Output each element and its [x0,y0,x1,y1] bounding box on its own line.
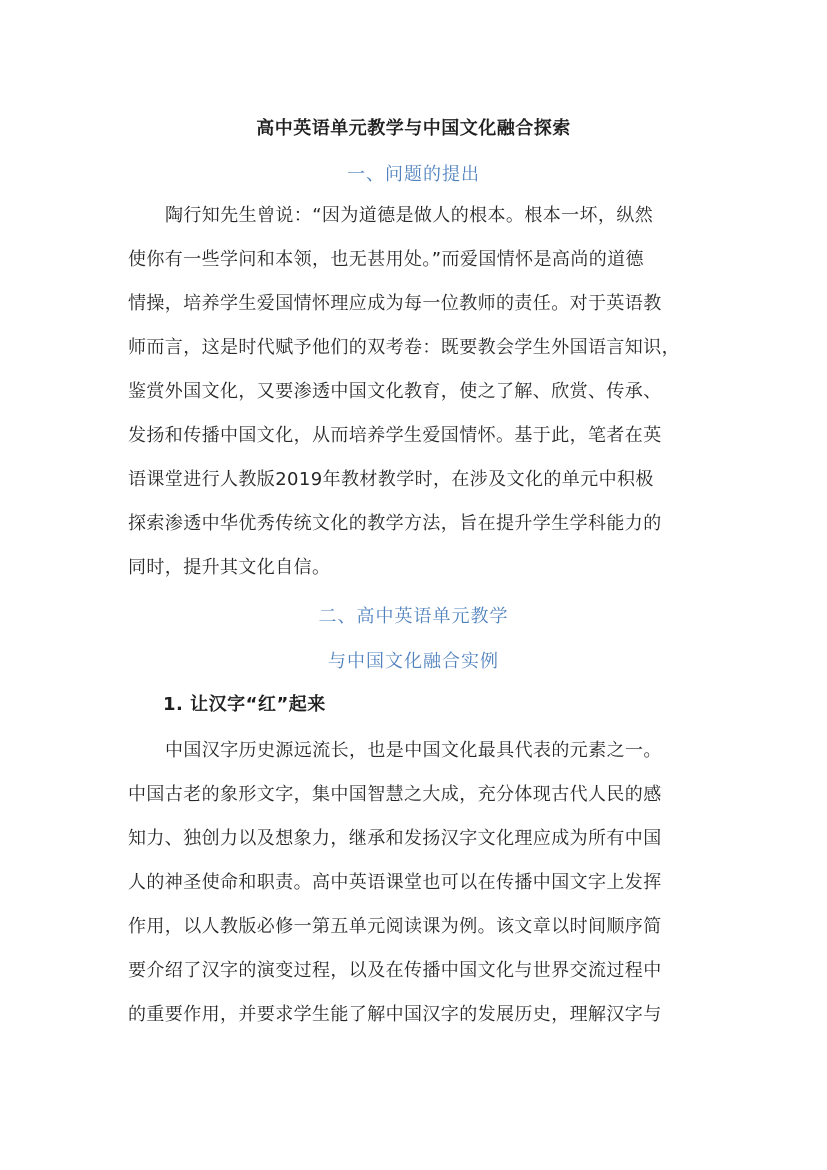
paragraph-line: 的重要作用，并要求学生能了解中国汉字的发展历史，理解汉字与 [128,1004,662,1025]
paragraph-line: 情操，培养学生爱国情怀理应成为每一位教师的责任。对于英语教 [128,293,662,314]
section-heading-2-line-1: 二、高中英语单元教学 [318,606,509,627]
section-heading-2-line-2: 与中国文化融合实例 [328,651,499,672]
paragraph-line: 发扬和传播中国文化，从而培养学生爱国情怀。基于此，笔者在英 [128,425,662,446]
paragraph-line: 陶行知先生曾说：“因为道德是做人的根本。根本一坏，纵然 [165,205,654,226]
subsection-heading-1: 1. 让汉字“红”起来 [163,694,326,715]
section-heading-1: 一、问题的提出 [347,164,480,185]
paragraph-line: 同时，提升其文化自信。 [128,557,331,578]
paragraph-line: 中国古老的象形文字，集中国智慧之大成，充分体现古代人民的感 [128,784,662,805]
paragraph-line: 知力、独创力以及想象力，继承和发扬汉字文化理应成为所有中国 [128,828,662,849]
paragraph-line: 作用，以人教版必修一第五单元阅读课为例。该文章以时间顺序简 [128,916,662,937]
paragraph-line: 人的神圣使命和职责。高中英语课堂也可以在传播中国文字上发挥 [128,872,662,893]
paragraph-line: 鉴赏外国文化，又要渗透中国文化教育，使之了解、欣赏、传承、 [128,381,662,402]
paragraph-line: 要介绍了汉字的演变过程，以及在传播中国文化与世界交流过程中 [128,960,662,981]
document-title: 高中英语单元教学与中国文化融合探索 [256,118,571,139]
paragraph-line: 使你有一些学问和本领，也无甚用处。”而爱国情怀是高尚的道德 [128,249,644,270]
paragraph-line: 中国汉字历史源远流长，也是中国文化最具代表的元素之一。 [165,740,662,761]
paragraph-line: 师而言，这是时代赋予他们的双考卷：既要教会学生外国语言知识， [128,337,680,358]
paragraph-line: 探索渗透中华优秀传统文化的教学方法，旨在提升学生学科能力的 [128,513,662,534]
paragraph-line: 语课堂进行人教版2019年教材教学时，在涉及文化的单元中积极 [128,469,654,490]
